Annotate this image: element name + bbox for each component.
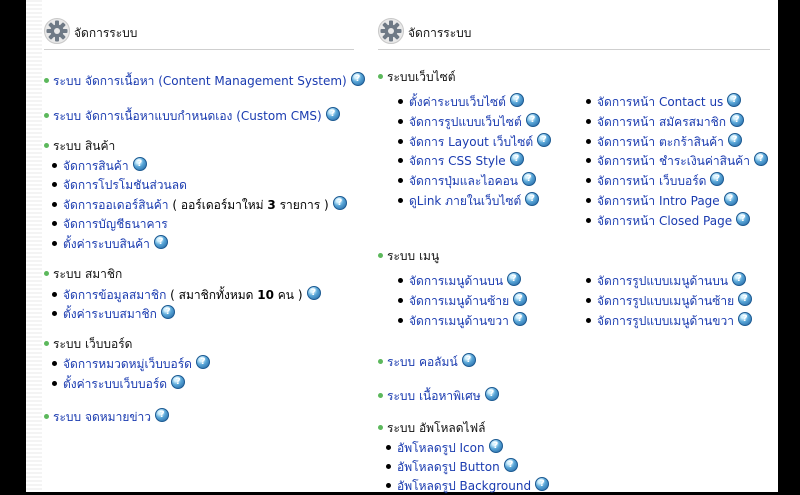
help-icon[interactable]: ? [161,305,175,319]
gear-icon [44,18,70,44]
list-item [386,439,503,457]
help-icon[interactable]: ? [727,93,741,107]
list-item [586,292,752,310]
member-note: ( สมาชิกทั้งหมด 10 คน ) [170,288,303,302]
list-item [586,133,742,151]
bullet-icon [398,119,403,124]
bullet-icon [586,158,591,163]
bullet-icon [398,139,403,144]
list-item [586,152,768,170]
list-item [52,375,185,393]
right-menu-style-link[interactable]: จัดการรูปแบบเมนูด้านขวา [597,314,734,328]
upload-icon-link[interactable]: อัพโหลดรูป Icon [397,441,485,455]
help-icon[interactable]: ? [489,439,503,453]
bullet-icon [52,182,57,187]
section-menu [378,248,439,266]
bullet-icon [386,445,391,450]
section-column [378,353,476,371]
new-orders-count: 3 [267,198,276,212]
list-item [52,157,147,175]
bullet-icon [586,99,591,104]
bullet-icon [586,198,591,203]
admin-page [26,0,778,492]
css-style-link[interactable]: จัดการ CSS Style [409,154,506,168]
help-icon[interactable]: ? [513,312,527,326]
help-icon[interactable]: ? [326,107,340,121]
help-icon[interactable]: ? [333,196,347,210]
bullet-icon [52,292,57,297]
list-item [386,477,549,495]
bullet-icon [378,425,383,430]
section-member [44,266,122,284]
list-item [398,292,527,310]
list-item [398,93,524,111]
right-menu-link[interactable]: จัดการเมนูด้านขวา [409,314,509,328]
buttons-icons-link[interactable]: จัดการปุ่มและไอคอน [409,174,519,188]
list-item [398,133,551,151]
help-icon[interactable]: ? [510,93,524,107]
list-item [52,235,168,253]
bullet-icon [398,198,403,203]
list-item [586,272,746,290]
webboard-page-link[interactable]: จัดการหน้า เว็บบอร์ด [597,174,707,188]
closed-page-link[interactable]: จัดการหน้า Closed Page [597,214,733,228]
help-icon[interactable]: ? [510,152,524,166]
bullet-icon [398,278,403,283]
manage-member-link[interactable]: จัดการข้อมูลสมาชิก [63,288,167,302]
bank-account-link[interactable]: จัดการบัญชีธนาคาร [63,217,168,231]
help-icon[interactable]: ? [730,113,744,127]
product-settings-link[interactable]: ตั้งค่าระบบสินค้า [63,237,150,251]
list-item [398,113,540,131]
internal-links-link[interactable]: ดูLink ภายในเว็บไซต์ [409,194,522,208]
bullet-icon [398,318,403,323]
help-icon[interactable]: ? [535,477,549,491]
help-icon[interactable]: ? [462,353,476,367]
help-icon[interactable]: ? [351,72,365,86]
list-item [52,196,347,214]
upload-heading: ระบบ อัพโหลดไฟล์ [387,421,486,435]
help-icon[interactable]: ? [522,172,536,186]
orders-link[interactable]: จัดการออเดอร์สินค้า [63,198,169,212]
bullet-icon [398,298,403,303]
section-cms [44,72,365,90]
panel-title: จัดการระบบ [408,26,472,40]
list-item [398,152,524,170]
bullet-icon [586,178,591,183]
list-item [586,93,741,111]
member-settings-link[interactable]: ตั้งค่าระบบสมาชิก [63,307,157,321]
list-item [586,212,750,230]
bullet-icon [398,99,403,104]
section-upload [378,420,485,438]
list-item [586,312,752,330]
help-icon[interactable]: ? [736,212,750,226]
bullet-icon [52,381,57,386]
help-icon[interactable]: ? [728,133,742,147]
cart-page-link[interactable]: จัดการหน้า ตะกร้าสินค้า [597,135,724,149]
bullet-icon [44,113,49,118]
list-item [586,192,738,210]
help-icon[interactable]: ? [754,152,768,166]
list-item [52,286,321,304]
list-item [586,113,744,131]
bullet-icon [586,139,591,144]
help-icon[interactable]: ? [485,387,499,401]
upload-button-link[interactable]: อัพโหลดรูป Button [397,460,500,474]
list-item [398,312,527,330]
help-icon[interactable]: ? [537,133,551,147]
member-count: 10 [257,288,274,302]
column-link[interactable]: ระบบ คอลัมน์ [387,355,458,369]
bullet-icon [378,74,383,79]
promotion-link[interactable]: จัดการโปรโมชันส่วนลด [63,178,187,192]
bullet-icon [386,464,391,469]
bullet-icon [44,271,49,276]
custom-cms-link[interactable]: ระบบ จัดการเนื้อหาแบบกำหนดเอง (Custom CMS) [53,109,322,123]
bullet-icon [52,311,57,316]
panel-title: จัดการระบบ [74,26,138,40]
register-page-link[interactable]: จัดการหน้า สมัครสมาชิก [597,115,727,129]
section-special-content [378,387,499,405]
webboard-category-link[interactable]: จัดการหมวดหมู่เว็บบอร์ด [63,357,192,371]
help-icon[interactable]: ? [154,235,168,249]
bullet-icon [52,241,57,246]
bullet-icon [398,158,403,163]
section-website [378,69,456,87]
section-newsletter [44,408,169,426]
help-icon[interactable]: ? [724,192,738,206]
bullet-icon [44,143,49,148]
contact-page-link[interactable]: จัดการหน้า Contact us [597,95,724,109]
section-webboard [44,336,132,354]
section-custom-cms [44,107,340,125]
list-item [52,177,187,195]
bullet-icon [52,202,57,207]
list-item [52,216,168,234]
list-item [52,355,210,373]
bullet-icon [44,78,49,83]
menu-heading: ระบบ เมนู [387,249,440,263]
newsletter-link[interactable]: ระบบ จดหมายข่าว [53,410,152,424]
right-panel [378,0,770,493]
help-icon[interactable]: ? [507,272,521,286]
member-heading: ระบบ สมาชิก [53,267,123,281]
help-icon[interactable]: ? [155,408,169,422]
help-icon[interactable]: ? [738,292,752,306]
bullet-icon [44,414,49,419]
help-icon[interactable]: ? [738,312,752,326]
left-menu-style-link[interactable]: จัดการรูปแบบเมนูด้านซ้าย [597,294,735,308]
list-item [398,272,521,290]
help-icon[interactable]: ? [171,375,185,389]
help-icon[interactable]: ? [133,157,147,171]
orders-note: ( ออร์เดอร์มาใหม่ 3 รายการ ) [172,198,329,212]
top-menu-link[interactable]: จัดการเมนูด้านบน [409,274,504,288]
special-content-link[interactable]: ระบบ เนื้อหาพิเศษ [387,389,481,403]
gear-icon [378,18,404,44]
list-item [386,458,518,476]
bullet-icon [378,359,383,364]
intro-page-link[interactable]: จัดการหน้า Intro Page [597,194,720,208]
list-item [398,192,539,210]
bullet-icon [586,278,591,283]
list-item [586,172,724,190]
help-icon[interactable]: ? [526,113,540,127]
cms-link[interactable]: ระบบ จัดการเนื้อหา (Content Management System) [53,74,347,88]
bullet-icon [586,298,591,303]
bullet-icon [586,218,591,223]
website-settings-link[interactable]: ตั้งค่าระบบเว็บไซต์ [409,95,506,109]
manage-product-link[interactable]: จัดการสินค้า [63,159,129,173]
bullet-icon [378,393,383,398]
help-icon[interactable]: ? [732,272,746,286]
help-icon[interactable]: ? [710,172,724,186]
bullet-icon [52,221,57,226]
help-icon[interactable]: ? [196,355,210,369]
bullet-icon [52,361,57,366]
left-menu-link[interactable]: จัดการเมนูด้านซ้าย [409,294,510,308]
left-panel-header [44,0,354,50]
website-theme-link[interactable]: จัดการรูปแบบเว็บไซต์ [409,115,522,129]
website-heading: ระบบเว็บไซต์ [387,70,456,84]
help-icon[interactable]: ? [525,192,539,206]
help-icon[interactable]: ? [504,458,518,472]
section-product [44,138,115,156]
left-panel [44,0,361,424]
webboard-settings-link[interactable]: ตั้งค่าระบบเว็บบอร์ด [63,377,168,391]
top-menu-style-link[interactable]: จัดการรูปแบบเมนูด้านบน [597,274,729,288]
help-icon[interactable]: ? [307,286,321,300]
upload-background-link[interactable]: อัพโหลดรูป Background [397,479,532,493]
list-item [398,172,536,190]
bullet-icon [44,341,49,346]
bullet-icon [386,483,391,488]
payment-page-link[interactable]: จัดการหน้า ชำระเงินค่าสินค้า [597,154,750,168]
bullet-icon [586,318,591,323]
webboard-heading: ระบบ เว็บบอร์ด [53,337,133,351]
help-icon[interactable]: ? [513,292,527,306]
bullet-icon [398,178,403,183]
product-heading: ระบบ สินค้า [53,139,116,153]
bullet-icon [378,253,383,258]
bullet-icon [52,163,57,168]
list-item [52,305,175,323]
website-layout-link[interactable]: จัดการ Layout เว็บไซต์ [409,135,534,149]
right-panel-header [378,0,770,50]
bullet-icon [586,119,591,124]
